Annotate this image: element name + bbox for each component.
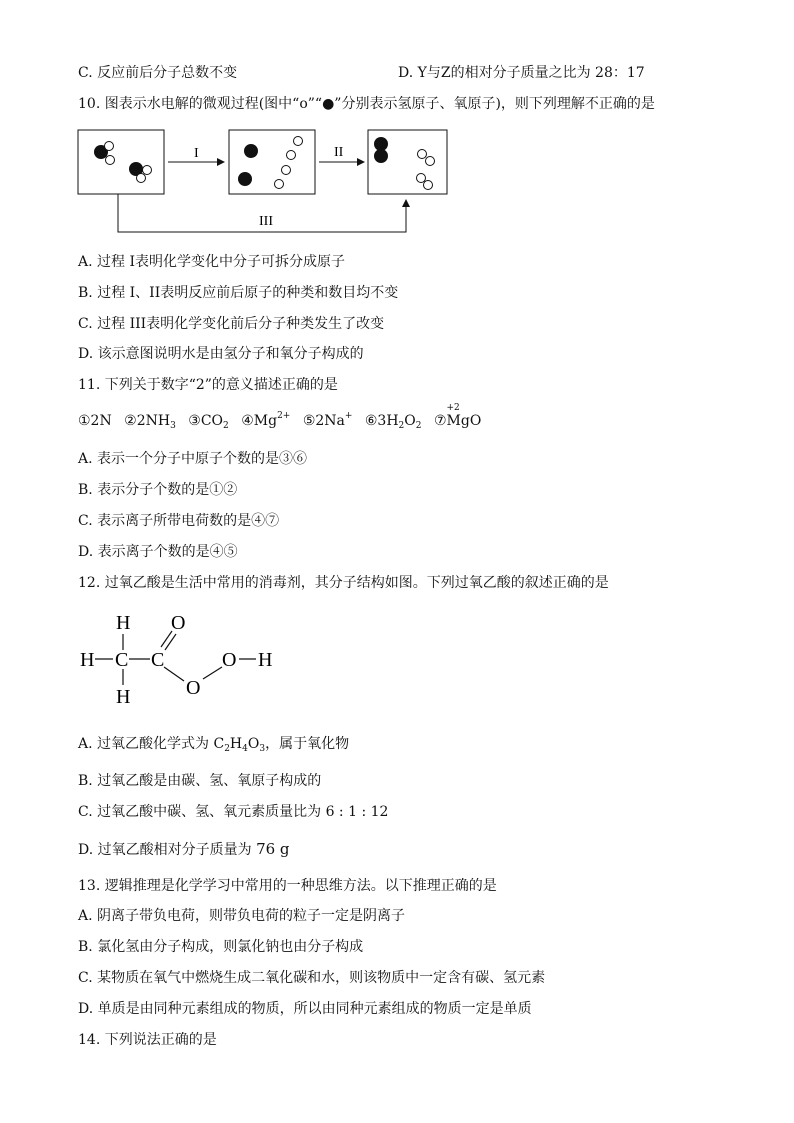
q13-option-b: B. 氯化氢由分子构成，则氯化钠也由分子构成 xyxy=(78,939,364,955)
struct-c1: C xyxy=(115,649,129,671)
q11-option-d: D. 表示离子个数的是④⑤ xyxy=(78,544,238,560)
q10-option-b: B. 过程 I、II表明反应前后原子的种类和数目均不变 xyxy=(78,285,399,301)
q10-stem: 10. 图表示水电解的微观过程(图中“o”“●”分别表示氢原子、氧原子)，则下列理解不正确的是 xyxy=(78,96,655,112)
struct-h-bottom: H xyxy=(116,686,131,708)
q9-option-c: C. 反应前后分子总数不变 xyxy=(78,65,238,81)
q12-structure-diagram xyxy=(76,607,296,712)
q11-item-2: $②2NH_3$ xyxy=(124,413,176,431)
struct-c2: C xyxy=(151,649,165,671)
q13-option-a: A. 阴离子带负电荷，则带负电荷的粒子一定是阴离子 xyxy=(78,908,406,924)
q11-stem: 11. 下列关于数字“2”的意义描述正确的是 xyxy=(78,377,338,393)
struct-h-left: H xyxy=(80,649,95,671)
q10-label-iii: III xyxy=(259,214,273,229)
q11-item-3: $③CO_2$ xyxy=(188,413,229,431)
q10-electrolysis-diagram xyxy=(76,124,476,239)
q11-option-a: A. 表示一个分子中原子个数的是③⑥ xyxy=(78,451,308,467)
struct-o-bridge: O xyxy=(186,677,201,699)
q13-stem: 13. 逻辑推理是化学学习中常用的一种思维方法。以下推理正确的是 xyxy=(78,878,497,894)
struct-o-right: O xyxy=(222,649,237,671)
struct-o-double: O xyxy=(171,612,186,634)
q13-option-d: D. 单质是由同种元素组成的物质，所以由同种元素组成的物质一定是单质 xyxy=(78,1001,532,1017)
q11-item-1: ①2N xyxy=(78,413,112,429)
q11-option-b: B. 表示分子个数的是①② xyxy=(78,482,238,498)
q10-label-i: I xyxy=(194,146,199,161)
q14-stem: 14. 下列说法正确的是 xyxy=(78,1032,217,1048)
q9-option-d: D. Y与Z的相对分子质量之比为 28：17 xyxy=(398,65,645,81)
q10-option-c: C. 过程 III表明化学变化前后分子种类发生了改变 xyxy=(78,316,385,332)
q12-option-b: B. 过氧乙酸是由碳、氢、氧原子构成的 xyxy=(78,773,322,789)
q11-item-6: $⑥3H_2O_2$ xyxy=(364,413,422,431)
q13-option-c: C. 某物质在氧气中燃烧生成二氧化碳和水，则该物质中一定含有碳、氢元素 xyxy=(78,970,546,986)
struct-h-right: H xyxy=(258,649,273,671)
q11-item-4: $④Mg^{2+}$ xyxy=(241,411,291,429)
struct-h-top: H xyxy=(116,612,131,634)
q10-option-a: A. 过程 I表明化学变化中分子可拆分成原子 xyxy=(78,254,345,270)
q10-option-d: D. 该示意图说明水是由氢分子和氧分子构成的 xyxy=(78,346,364,362)
q10-label-ii: II xyxy=(334,145,344,160)
q11-formula-list xyxy=(78,403,489,431)
q12-stem: 12. 过氧乙酸是生活中常用的消毒剂，其分子结构如图。下列过氧乙酸的叙述正确的是 xyxy=(78,575,609,591)
q12-option-d: D. 过氧乙酸相对分子质量为 76 g xyxy=(78,840,290,858)
q12-option-c: C. 过氧乙酸中碳、氢、氧元素质量比为 6 : 1 : 12 xyxy=(78,804,389,820)
q11-item-5: ⑤2Na+ xyxy=(302,411,353,429)
q10-box-water xyxy=(78,130,164,194)
q12-option-a: A. 过氧乙酸化学式为 $C_2H_4O_3$，属于氧化物 xyxy=(78,736,350,754)
q11-option-c: C. 表示离子所带电荷数的是④⑦ xyxy=(78,513,280,529)
q11-item-7: ⑦ +2 MgO xyxy=(433,403,482,429)
